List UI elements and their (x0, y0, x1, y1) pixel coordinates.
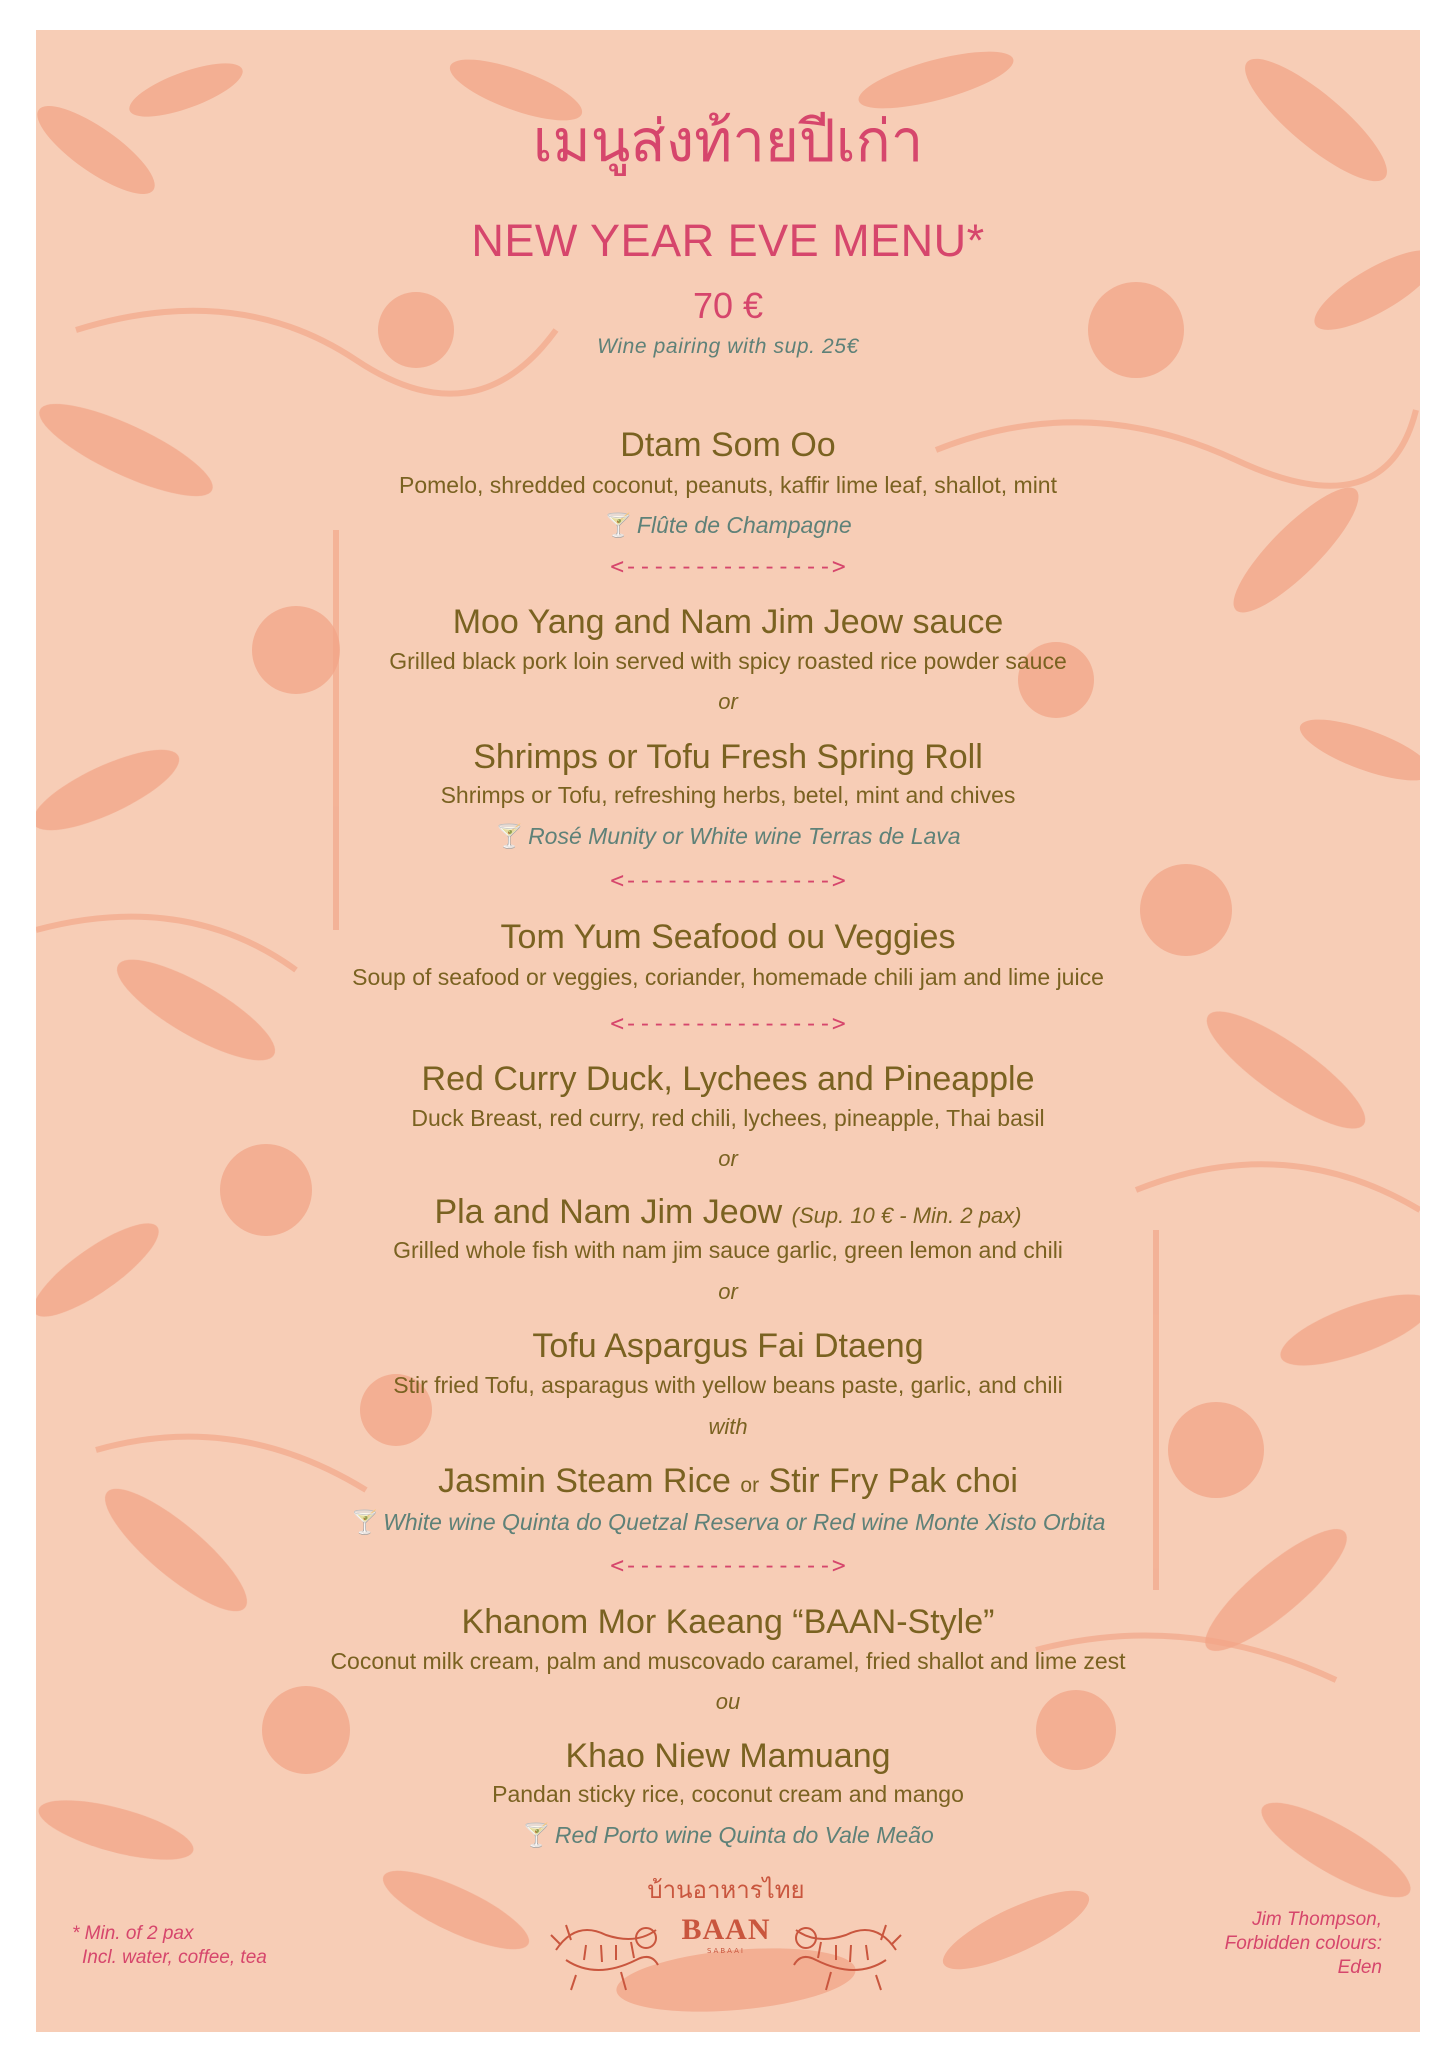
dish-description-tofu-aspargus: Stir fried Tofu, asparagus with yellow beans paste, garlic, and chili (393, 1372, 1063, 1398)
dish-name-red-curry-duck: Red Curry Duck, Lychees and Pineapple (421, 1060, 1035, 1098)
credit-line-2: Forbidden colours: (1224, 1932, 1382, 1954)
course-separator: <---------------> (610, 1011, 846, 1037)
wine-pairing-main-text: White wine Quinta do Quetzal Reserva or Red wine Monte Xisto Orbita (383, 1509, 1106, 1535)
dish-description-pla: Grilled whole fish with nam jim sauce garlic, green lemon and chili (393, 1237, 1063, 1263)
dish-name-pla (36, 1195, 1420, 1229)
dish-name-pla-text: Pla and Nam Jim Jeow (434, 1193, 783, 1231)
choice-or: or (718, 1146, 738, 1171)
cocktail-glass-icon: 🍸 (495, 823, 525, 849)
wine-pairing-dessert (36, 1824, 1420, 1847)
course-separator: <---------------> (610, 868, 846, 894)
cocktail-glass-icon: 🍸 (604, 512, 633, 538)
cocktail-glass-icon: 🍸 (350, 1509, 380, 1535)
dish-name-side (36, 1464, 1420, 1498)
wine-pairing-note: Wine pairing with sup. 25€ (597, 335, 859, 358)
course-separator: <---------------> (610, 554, 846, 580)
logo-sub-text: SABAAI (706, 1947, 745, 1955)
dish-description-spring-roll: Shrimps or Tofu, refreshing herbs, betel, mint and chives (440, 782, 1016, 808)
wine-pairing-starter (36, 514, 1420, 537)
thai-menu-title: เมนูส่งท้ายปีเก่า (532, 107, 924, 175)
side-or: or (740, 1474, 760, 1497)
dish-name-tom-yum: Tom Yum Seafood ou Veggies (500, 918, 956, 956)
cocktail-glass-icon: 🍸 (522, 1822, 551, 1848)
credit-line-3: Eden (1337, 1956, 1382, 1978)
dish-name-spring-roll: Shrimps or Tofu Fresh Spring Roll (473, 738, 983, 776)
wine-pairing-appetizer (36, 825, 1420, 848)
side-rice: Jasmin Steam Rice (438, 1462, 731, 1500)
menu-title: NEW YEAR EVE MENU* (471, 215, 985, 266)
choice-or: or (718, 689, 738, 714)
footnote-line-2: Incl. water, coffee, tea (82, 1946, 267, 1968)
choice-or: or (718, 1279, 738, 1304)
dish-description-dtam-som-oo: Pomelo, shredded coconut, peanuts, kaffir lime leaf, shallot, mint (399, 472, 1057, 498)
baan-logo (546, 1870, 906, 2005)
wine-pairing-starter-text: Flûte de Champagne (636, 512, 852, 538)
menu-price: 70 € (692, 285, 764, 326)
choice-with: with (708, 1414, 748, 1439)
logo-brand-text: BAAN (681, 1913, 771, 1946)
dish-description-khao-niew-mamuang: Pandan sticky rice, coconut cream and mango (492, 1781, 964, 1807)
choice-ou: ou (715, 1689, 741, 1714)
footnote-min-pax (72, 1922, 267, 1970)
footnote-line-1: * Min. of 2 pax (72, 1923, 194, 1944)
logo-thai-text: บ้านอาหารไทย (647, 1876, 805, 1904)
wine-pairing-appetizer-text: Rosé Munity or White wine Terras de Lava (528, 823, 961, 849)
menu-page (36, 30, 1420, 2032)
dish-name-khanom-mor-kaeang: Khanom Mor Kaeang “BAAN-Style” (461, 1603, 995, 1641)
wine-pairing-main (36, 1511, 1420, 1534)
dish-description-tom-yum: Soup of seafood or veggies, coriander, homemade chili jam and lime juice (352, 964, 1104, 990)
side-pak-choi: Stir Fry Pak choi (768, 1462, 1018, 1500)
dish-name-moo-yang: Moo Yang and Nam Jim Jeow sauce (452, 603, 1004, 641)
pattern-credit (1225, 1908, 1382, 1979)
course-separator: <---------------> (610, 1553, 846, 1579)
dish-supplement: (Sup. 10 € - Min. 2 pax) (791, 1203, 1022, 1228)
dish-name-khao-niew-mamuang: Khao Niew Mamuang (565, 1737, 891, 1775)
dish-description-red-curry-duck: Duck Breast, red curry, red chili, lychees, pineapple, Thai basil (411, 1105, 1045, 1131)
dish-description-moo-yang: Grilled black pork loin served with spicy roasted rice powder sauce (389, 648, 1067, 674)
dish-name-dtam-som-oo: Dtam Som Oo (620, 426, 836, 464)
wine-pairing-dessert-text: Red Porto wine Quinta do Vale Meão (554, 1822, 934, 1848)
dish-name-tofu-aspargus: Tofu Aspargus Fai Dtaeng (532, 1327, 924, 1365)
credit-line-1: Jim Thompson, (1252, 1909, 1382, 1930)
dish-description-khanom-mor-kaeang: Coconut milk cream, palm and muscovado caramel, fried shallot and lime zest (330, 1648, 1126, 1674)
